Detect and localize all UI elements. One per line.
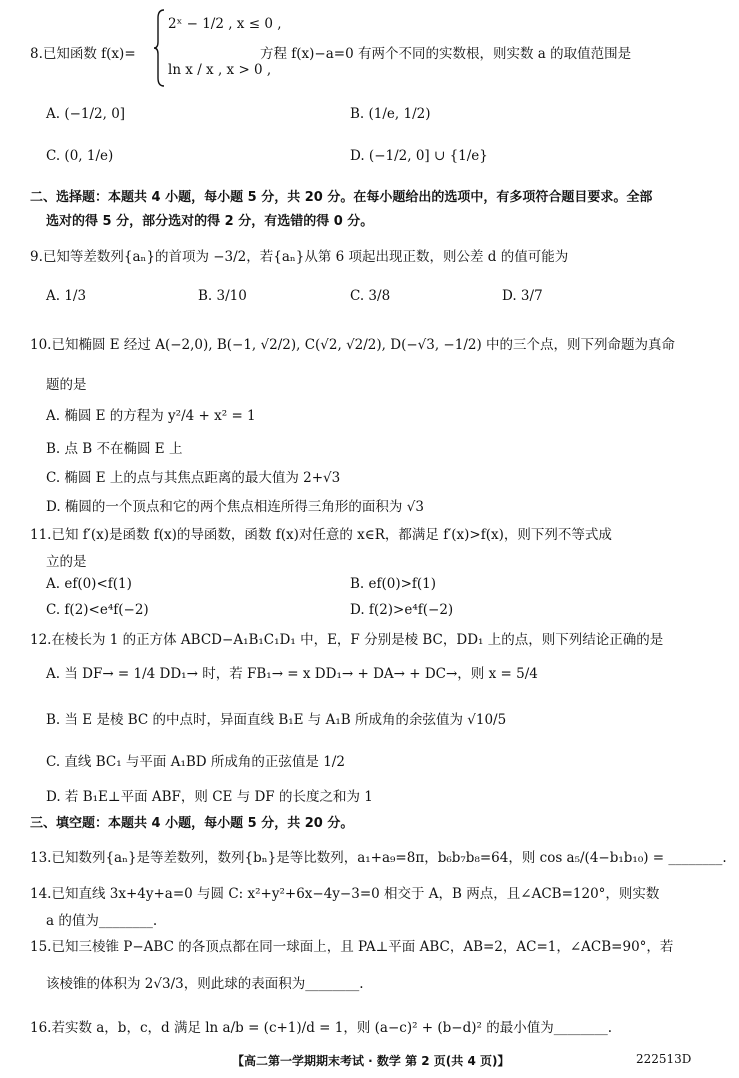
q11-option-b: B. ef(0)>f(1): [350, 576, 437, 592]
q13-stem: 13.已知数列{aₙ}是等差数列，数列{bₙ}是等比数列，a₁+a₉=8π，b₆b₇b₈=64，则 cos a₅/(4−b₁b₁₀) = ________.: [30, 850, 727, 866]
q15-stem-line2: 该棱锥的体积为 2√3/3，则此球的表面积为________.: [46, 976, 364, 992]
paper-code: 222513D: [636, 1052, 692, 1066]
q10-option-a: A. 椭圆 E 的方程为 y²/4 + x² = 1: [46, 408, 256, 424]
q14-stem-line2: a 的值为________.: [46, 913, 158, 929]
q9-option-a: A. 1/3: [46, 288, 87, 304]
q11-stem-line1: 11.已知 f′(x)是函数 f(x)的导函数，函数 f(x)对任意的 x∈R，都满足 f′(x)>f(x)，则下列不等式成: [30, 527, 612, 543]
section2-heading-line1: 二、选择题：本题共 4 小题，每小题 5 分，共 20 分。在每小题给出的选项中，有多项符合题目要求。全部: [30, 190, 653, 205]
q9-option-c: C. 3/8: [350, 288, 391, 304]
q10-stem-line2: 题的是: [46, 377, 87, 393]
piecewise-brace: [154, 8, 166, 88]
q8-stem-start: 8.已知函数 f(x)=: [30, 46, 136, 62]
q8-stem-end: 方程 f(x)−a=0 有两个不同的实数根，则实数 a 的取值范围是: [260, 46, 632, 62]
q10-option-c: C. 椭圆 E 上的点与其焦点距离的最大值为 2+√3: [46, 470, 341, 486]
q10-option-b: B. 点 B 不在椭圆 E 上: [46, 441, 183, 457]
q15-stem-line1: 15.已知三棱锥 P−ABC 的各顶点都在同一球面上，且 PA⊥平面 ABC，AB=2，AC=1，∠ACB=90°，若: [30, 939, 674, 955]
q9-stem: 9.已知等差数列{aₙ}的首项为 −3/2，若{aₙ}从第 6 项起出现正数，则公差 d 的值可能为: [30, 249, 569, 265]
q11-option-a: A. ef(0)<f(1): [46, 576, 132, 592]
q14-stem-line1: 14.已知直线 3x+4y+a=0 与圆 C: x²+y²+6x−4y−3=0 相交于 A，B 两点，且∠ACB=120°，则实数: [30, 886, 660, 902]
q10-stem-line1: 10.已知椭圆 E 经过 A(−2,0), B(−1, √2/2), C(√2, √2/2), D(−√3, −1/2) 中的三个点，则下列命题为真命: [30, 337, 676, 353]
q12-option-b: B. 当 E 是棱 BC 的中点时，异面直线 B₁E 与 A₁B 所成角的余弦值为 √10/5: [46, 712, 507, 728]
q12-option-a: A. 当 DF→ = 1/4 DD₁→ 时，若 FB₁→ = x DD₁→ + DA→ + DC→，则 x = 5/4: [46, 666, 538, 682]
page-footer: 【高二第一学期期末考试 · 数学 第 2 页(共 4 页)】: [232, 1054, 510, 1068]
q12-stem: 12.在棱长为 1 的正方体 ABCD−A₁B₁C₁D₁ 中，E，F 分别是棱 BC，DD₁ 上的点，则下列结论正确的是: [30, 632, 664, 648]
q11-option-d: D. f(2)>e⁴f(−2): [350, 602, 454, 618]
section2-heading-line2: 选对的得 5 分，部分选对的得 2 分，有选错的得 0 分。: [46, 214, 374, 229]
q9-option-b: B. 3/10: [198, 288, 247, 304]
section3-heading: 三、填空题：本题共 4 小题，每小题 5 分，共 20 分。: [30, 816, 354, 831]
q11-option-c: C. f(2)<e⁴f(−2): [46, 602, 149, 618]
q8-option-a: A. (−1/2, 0]: [46, 106, 126, 122]
q8-option-d: D. (−1/2, 0] ∪ {1/e}: [350, 148, 488, 164]
q12-option-c: C. 直线 BC₁ 与平面 A₁BD 所成角的正弦值是 1/2: [46, 754, 345, 770]
q8-option-b: B. (1/e, 1/2): [350, 106, 431, 122]
q11-stem-line2: 立的是: [46, 554, 87, 570]
q8-piece1: 2ˣ − 1/2 , x ≤ 0 ,: [168, 16, 282, 32]
q10-option-d: D. 椭圆的一个顶点和它的两个焦点相连所得三角形的面积为 √3: [46, 499, 424, 515]
q9-option-d: D. 3/7: [502, 288, 543, 304]
q8-option-c: C. (0, 1/e): [46, 148, 114, 164]
q12-option-d: D. 若 B₁E⊥平面 ABF，则 CE 与 DF 的长度之和为 1: [46, 789, 373, 805]
q8-piece2: ln x / x , x > 0 ,: [168, 62, 272, 78]
q16-stem: 16.若实数 a，b，c，d 满足 ln a/b = (c+1)/d = 1，则 (a−c)² + (b−d)² 的最小值为________.: [30, 1020, 613, 1036]
